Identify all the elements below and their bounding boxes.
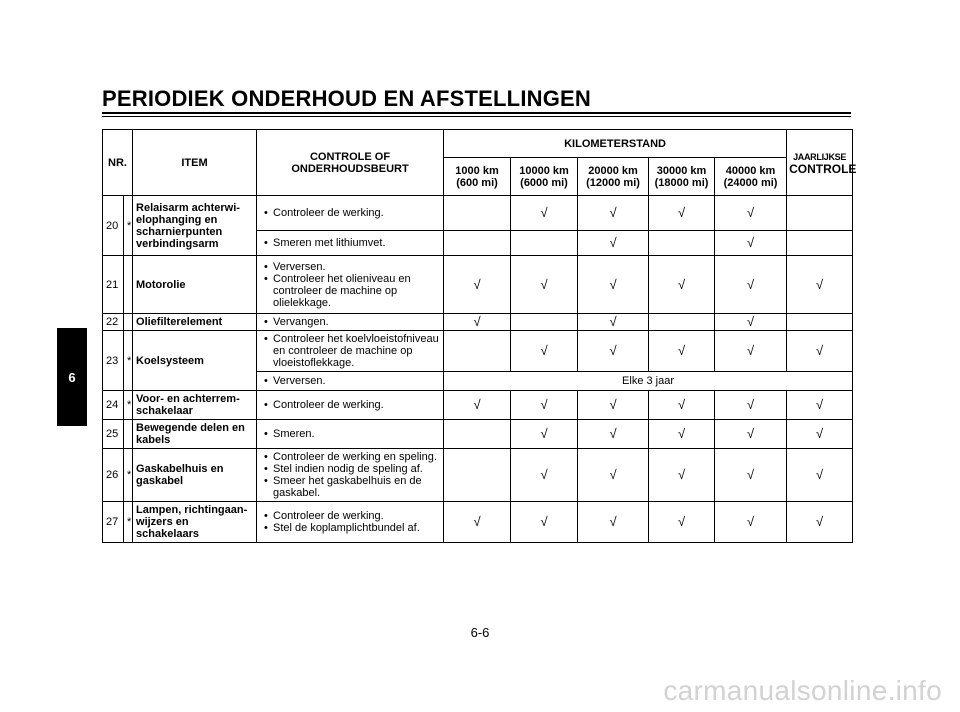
header-interval: 20000 km (12000 mi) [578, 158, 649, 196]
control-action: • Controleer het koelvloeistofniveau en controleer de machine op vloeistoflekkage. [260, 333, 440, 369]
control-action: • Controleer het olieniveau en controleer de machine op olielekkage. [260, 273, 440, 309]
check-mark [511, 231, 578, 256]
check-mark: √ [578, 420, 649, 449]
check-mark: √ [649, 502, 715, 543]
page-title: PERIODIEK ONDERHOUD EN AFSTELLINGEN [102, 86, 591, 111]
control-action: • Vervangen. [260, 316, 440, 328]
check-mark: √ [578, 196, 649, 231]
check-mark: √ [649, 331, 715, 372]
check-mark [444, 231, 511, 256]
check-mark: √ [715, 331, 787, 372]
row-control [257, 449, 444, 502]
check-mark [787, 196, 853, 231]
check-mark: √ [649, 420, 715, 449]
check-mark: √ [444, 391, 511, 420]
row-control [257, 420, 444, 449]
table-body [103, 196, 853, 543]
control-action: • Smeer het gaskabelhuis en de gaskabel. [260, 475, 440, 499]
row-item: Lampen, richtingaan-wijzers en schakelaars [133, 502, 257, 543]
row-number: 22 [103, 314, 124, 331]
row-star: * [124, 502, 133, 543]
check-mark: √ [715, 314, 787, 331]
row-control [257, 502, 444, 543]
table-row [103, 449, 853, 502]
header-nr: NR. [103, 130, 133, 196]
check-mark [649, 231, 715, 256]
row-star: * [124, 196, 133, 256]
check-mark: √ [511, 502, 578, 543]
row-item: Gaskabelhuis en gaskabel [133, 449, 257, 502]
check-mark: √ [649, 391, 715, 420]
check-mark: √ [787, 502, 853, 543]
check-mark [649, 314, 715, 331]
control-action: • Controleer de werking en speling. [260, 451, 440, 463]
header-interval: 30000 km (18000 mi) [649, 158, 715, 196]
check-mark: √ [787, 449, 853, 502]
check-mark: √ [511, 420, 578, 449]
header-interval: 1000 km (600 mi) [444, 158, 511, 196]
control-action: • Controleer de werking. [260, 510, 440, 522]
row-number: 27 [103, 502, 124, 543]
check-mark: √ [444, 502, 511, 543]
row-star: * [124, 449, 133, 502]
row-item: Voor- en achterrem-schakelaar [133, 391, 257, 420]
check-mark: √ [444, 256, 511, 314]
check-mark: √ [787, 331, 853, 372]
table-row [103, 331, 853, 372]
header-kilometerstand: KILOMETERSTAND [444, 130, 787, 158]
check-mark: √ [578, 231, 649, 256]
row-number: 25 [103, 420, 124, 449]
row-item: Koelsysteem [133, 331, 257, 391]
row-star [124, 256, 133, 314]
row-control [257, 391, 444, 420]
row-star: * [124, 331, 133, 391]
check-mark [444, 420, 511, 449]
check-mark: √ [511, 256, 578, 314]
row-control [257, 331, 444, 372]
chapter-tab [57, 328, 87, 426]
check-mark: √ [578, 502, 649, 543]
check-mark: √ [715, 256, 787, 314]
row-control [257, 372, 444, 391]
row-number: 24 [103, 391, 124, 420]
check-mark: √ [787, 420, 853, 449]
check-mark: √ [511, 391, 578, 420]
check-mark: √ [715, 231, 787, 256]
check-mark [787, 231, 853, 256]
table-row [103, 420, 853, 449]
row-item: Oliefilterelement [133, 314, 257, 331]
control-action: • Stel de koplamplichtbundel af. [260, 522, 440, 534]
page-number: 6-6 [470, 625, 490, 640]
header-interval: 40000 km (24000 mi) [715, 158, 787, 196]
header-annual [787, 130, 857, 196]
control-action: • Controleer de werking. [260, 399, 440, 411]
check-mark: √ [649, 256, 715, 314]
row-number: 23 [103, 331, 124, 391]
control-action: • Controleer de werking. [260, 207, 440, 219]
chapter-number: 6 [68, 369, 76, 385]
control-action: • Smeren met lithiumvet. [260, 237, 440, 249]
row-number: 20 [103, 196, 124, 256]
check-mark [444, 331, 511, 372]
control-action: • Smeren. [260, 428, 440, 440]
table-row [103, 314, 853, 331]
check-mark: √ [715, 502, 787, 543]
table-row [103, 196, 853, 231]
row-control [257, 196, 444, 231]
check-mark: √ [715, 391, 787, 420]
row-item: Bewegende delen en kabels [133, 420, 257, 449]
watermark: carmanualsonline.info [663, 675, 942, 706]
check-mark: √ [649, 449, 715, 502]
header-annual-line2: CONTROLE [789, 161, 857, 176]
table-row [103, 502, 853, 543]
row-control [257, 256, 444, 314]
table-row [103, 391, 853, 420]
check-mark: √ [715, 420, 787, 449]
check-mark: √ [511, 449, 578, 502]
check-mark [444, 449, 511, 502]
row-number: 21 [103, 256, 124, 314]
check-mark: √ [511, 196, 578, 231]
row-control [257, 231, 444, 256]
control-action: • Stel indien nodig de speling af. [260, 463, 440, 475]
row-item: Relaisarm achterwi-elophanging en scharnierpunten verbindingsarm [133, 196, 257, 256]
check-mark [511, 314, 578, 331]
check-mark: √ [787, 391, 853, 420]
interval-note: Elke 3 jaar [444, 372, 853, 391]
header-control: CONTROLE OF ONDERHOUDSBEURT [257, 130, 444, 196]
check-mark: √ [578, 331, 649, 372]
check-mark: √ [444, 314, 511, 331]
header-item: ITEM [133, 130, 257, 196]
check-mark: √ [715, 196, 787, 231]
check-mark: √ [578, 256, 649, 314]
table-row [103, 256, 853, 314]
row-item: Motorolie [133, 256, 257, 314]
check-mark: √ [578, 314, 649, 331]
check-mark: √ [578, 449, 649, 502]
title-rule-thin [102, 116, 851, 117]
row-star [124, 420, 133, 449]
check-mark: √ [511, 331, 578, 372]
control-action: • Verversen. [260, 375, 440, 387]
header-interval: 10000 km (6000 mi) [511, 158, 578, 196]
maintenance-table [102, 129, 857, 543]
row-control [257, 314, 444, 331]
check-mark: √ [787, 256, 853, 314]
check-mark: √ [649, 196, 715, 231]
control-action: • Verversen. [260, 261, 440, 273]
header-annual-line1: JAARLIJKSE [793, 151, 847, 162]
check-mark [444, 196, 511, 231]
row-star: * [124, 391, 133, 420]
title-rule [102, 112, 851, 114]
row-number: 26 [103, 449, 124, 502]
check-mark [787, 314, 853, 331]
row-star [124, 314, 133, 331]
check-mark: √ [715, 449, 787, 502]
check-mark: √ [578, 391, 649, 420]
